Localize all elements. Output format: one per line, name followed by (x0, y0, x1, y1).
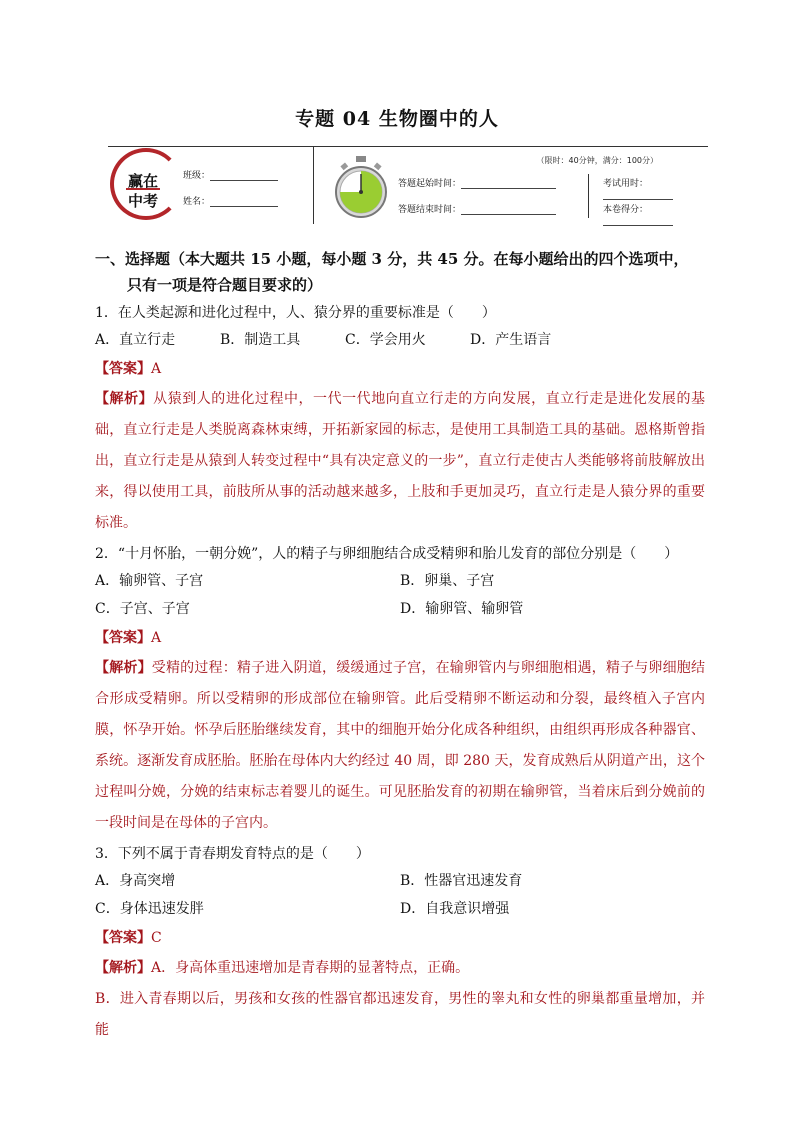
brand-logo (108, 146, 183, 224)
name-field[interactable]: 姓名： (183, 194, 278, 207)
question-stem: 1．在人类起源和进化过程中，人、猿分界的重要标准是（ ） (95, 305, 496, 321)
question-stem: 2．“十月怀胎，一朝分娩”，人的精子与卵细胞结合成受精卵和胎儿发育的部位分别是（ ） (95, 546, 679, 562)
option-d[interactable]: D．输卵管、输卵管 (400, 601, 524, 617)
question-3 (95, 841, 705, 1046)
score-field[interactable]: 本卷得分： (603, 202, 708, 226)
answer: 【答案】C (95, 930, 162, 946)
option-a[interactable]: A．输卵管、子宫 (95, 573, 204, 589)
question-stem: 3．下列不属于青春期发育特点的是（ ） (95, 846, 370, 862)
option-d[interactable]: D．自我意识增强 (400, 901, 510, 917)
header-top-rule (108, 146, 708, 147)
section-title: 一、选择题（本大题共 15 小题，每小题 3 分，共 45 分。在每小题给出的四个选项中， (95, 250, 689, 268)
class-field[interactable]: 班级： (183, 168, 278, 181)
option-list (95, 895, 705, 923)
stopwatch-icon (333, 154, 389, 222)
option-d[interactable]: D．产生语言 (470, 332, 552, 348)
question-list (95, 246, 705, 1046)
exam-header (108, 146, 708, 226)
option-a[interactable]: A．直立行走 (95, 332, 176, 348)
analysis: 【解析】受精的过程：精子进入阴道，缓缓通过子宫，在输卵管内与卵细胞相遇，精子与卵细胞结合形成受精卵。所以受精卵的形成部位在输卵管。此后受精卵不断运动和分裂，最终植入子宫内膜，怀孕开始。怀孕后胚胎继续发育，其中的细胞开始分化成各种组织，由组织再形成各种器官、系统。逐渐发育成胚胎。胚胎在母体内大约经过 40 周，即 280 天，发育成熟后从阴道产出，这个过程叫分娩，分娩的结束标志着婴儿的诞生。可见胚胎发育的初期在输卵管，当着床后到分娩前的一段时间是在母体的子宫内。 (95, 660, 706, 831)
page-title: 专题 04 生物圈中的人 (295, 108, 499, 130)
logo-text-top: 赢在 (128, 172, 159, 190)
option-c[interactable]: C．学会用火 (345, 332, 426, 348)
option-list (95, 567, 705, 595)
start-time-field[interactable]: 答题起始时间： (398, 176, 556, 189)
end-time-field[interactable]: 答题结束时间： (398, 202, 556, 215)
analysis: 【解析】A．身高体重迅速增加是青春期的显著特点，正确。 (95, 960, 470, 976)
time-limit: （限时：40分钟，满分：100分） (536, 156, 658, 165)
option-c[interactable]: C．子宫、子宫 (95, 601, 190, 617)
option-list (95, 326, 705, 354)
used-time-field[interactable]: 考试用时： (603, 176, 708, 200)
question-2 (95, 541, 705, 839)
answer: 【答案】A (95, 361, 162, 377)
answer: 【答案】A (95, 630, 162, 646)
option-b[interactable]: B．制造工具 (220, 332, 301, 348)
logo-text-bottom: 中考 (128, 192, 159, 210)
option-list (95, 595, 705, 623)
option-c[interactable]: C．身体迅速发胖 (95, 901, 204, 917)
question-1 (95, 300, 705, 539)
option-list (95, 867, 705, 895)
analysis: 【解析】从猿到人的进化过程中，一代一代地向直立行走的方向发展，直立行走是进化发展的基础，直立行走是人类脱离森林束缚，开拓新家园的标志，是使用工具制造工具的基础。恩格斯曾指出，直立行走是从猿到人转变过程中“具有决定意义的一步”，直立行走使古人类能够将前肢解放出来，得以使用工具，前肢所从事的活动越来越多，上肢和手更加灵巧，直立行走是人猿分界的重要标准。 (95, 391, 706, 531)
option-a[interactable]: A．身高突增 (95, 873, 176, 889)
section-title-cont: 只有一项是符合题目要求的） (127, 276, 323, 294)
option-b[interactable]: B．卵巢、子宫 (400, 573, 495, 589)
analysis-cont: B．进入青春期以后，男孩和女孩的性器官都迅速发育，男性的睾丸和女性的卵巢都重量增加，并能 (95, 991, 705, 1038)
option-b[interactable]: B．性器官迅速发育 (400, 873, 523, 889)
